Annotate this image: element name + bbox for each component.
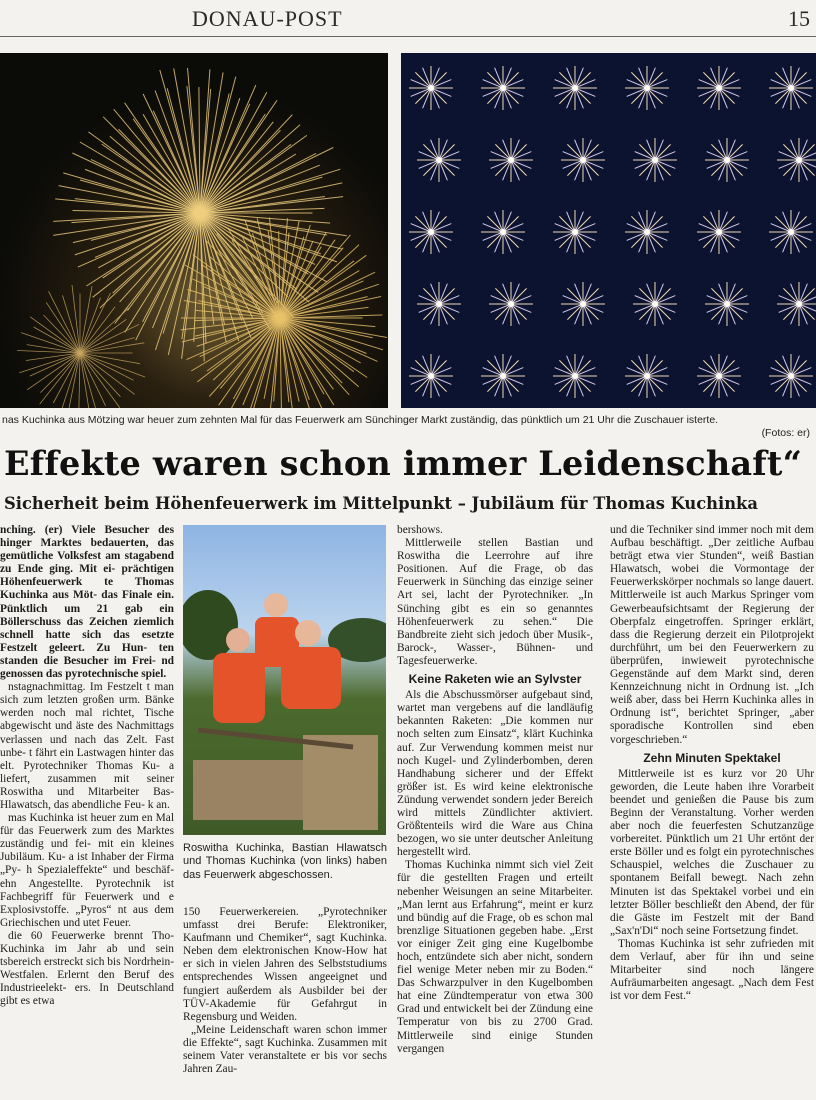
spark-streak — [439, 288, 455, 304]
burst-center — [500, 373, 506, 379]
burst-center — [716, 229, 722, 235]
burst-center — [436, 157, 442, 163]
spark-streak — [431, 376, 447, 392]
spark-streak — [727, 160, 743, 176]
lead-paragraph: nching. (er) Viele Besucher des hinger Marktes bedauerten, das gemütliche Volksfest am stagabend zu Ende ging. Mit ei- prächtigen Höhenfeuerwerk te Thomas Kuchinka aus Möt- das Finale ein. Pünktlich um 21 gab ein Böllerschuss das Zeichen ziemlich schnell hatte sich das esetzte Festzelt geleert. Zu Hun- ten standen die Besucher im Frei- nd genossen das pyrotechnische spiel. — [0, 524, 174, 681]
spark-streak — [200, 77, 236, 213]
body-paragraph: Mittlerweile ist es kurz vor 20 Uhr geworden, die Leute haben ihre Vorarbeit beendet und genießen die Pause bis zum Beginn der Veranstaltung. Vorher werden aber noch die feuerfesten Schutzanzüge vorbereitet. Pünktlich um 21 Uhr ertönt der erste Böller und es folgt ein pyrotechnisches Schauspiel, welches die Zuschauer zu spontanem Beifall bewegt. Nach zehn Minuten ist das Spektakel vorbei und ein letzter Böller beschließt den Abend, der für die Gäste im Festzelt mit der Band „Sax'n'Di“ noch seine Fortsetzung findet. — [610, 767, 814, 937]
spark-streak — [30, 317, 80, 353]
body-paragraph: Mittlerweile stellen Bastian und Roswitha die Leerrohre auf ihre Positionen. Auf die Frage, ob das Feuerwerk in Sünching das einzige seiner Art sei, lacht der Pyrotechniker. „In Sünching gibt es ein so genanntes Höhenfeuerwerk zu sehen.“ Die Bandbreite zieht sich jedoch über Musik-, Barock-, Wasser-, Bühnen- und Tagesfeuerwerke. — [397, 537, 593, 667]
spark-streak — [423, 144, 439, 160]
person-head — [295, 620, 321, 646]
body-paragraph: Thomas Kuchinka ist sehr zufrieden mit dem Verlauf, aber für ihn und seine Mitarbeiter sind noch längere Aufräumarbeiten angesagt. „Nach dem Fest ist vor dem Fest.“ — [610, 937, 814, 1003]
spark-streak — [703, 216, 719, 232]
page-number: 15 — [788, 6, 810, 31]
burst-center — [652, 157, 658, 163]
person-shirt — [281, 647, 341, 709]
person-head — [226, 628, 250, 652]
burst-center — [788, 373, 794, 379]
spark-streak — [799, 144, 815, 160]
spark-streak — [495, 288, 511, 304]
spark-streak — [40, 353, 80, 393]
spark-streak — [583, 160, 599, 176]
spark-streak — [791, 232, 807, 248]
spark-streak — [575, 360, 591, 376]
spark-streak — [69, 353, 80, 408]
spark-streak — [503, 360, 519, 376]
spark-streak — [503, 88, 519, 104]
spark-streak — [719, 376, 735, 392]
spark-streak — [639, 144, 655, 160]
spark-streak — [799, 160, 815, 176]
spark-streak — [431, 232, 447, 248]
spark-streak — [639, 288, 655, 304]
spark-streak — [703, 88, 719, 104]
spark-streak — [583, 304, 599, 320]
spark-streak — [799, 288, 815, 304]
spark-streak — [567, 144, 583, 160]
burst-center — [644, 373, 650, 379]
spark-streak — [567, 288, 583, 304]
spark-streak — [711, 144, 727, 160]
body-paragraph: und die Techniker sind immer noch mit dem Aufbau beschäftigt. „Der zeitliche Aufbau beträgt etwa vier Stunden“, weiß Bastian Hlawatsch, wobei die Vormontage der Feuerwerkskörper nochmals so lange dauert. Mittlerweile ist auch Markus Springer vom Gewerbeaufsichtsamt der Regierung der Oberpfalz eingetroffen. Springer erklärt, dass die Regierung derzeit ein Pilotprojekt durchführt, um bei den Feuerwerkern zu überprüfen, inwieweit pyrotechnische Gegenstände auf dem Markt sind, deren Kennzeichnung nicht in Ordnung ist. „Ich weiß aber, dass bei Herrn Kuchinka alles in Ordnung ist“, berichtet Springer, „aber sporadische Kontrollen sind eben vorgeschrieben.“ — [610, 524, 814, 746]
spark-streak — [40, 353, 80, 404]
spark-streak — [80, 286, 92, 353]
spark-streak — [583, 144, 599, 160]
spark-streak — [415, 72, 431, 88]
burst-center — [724, 157, 730, 163]
spark-streak — [575, 376, 591, 392]
burst-center — [788, 85, 794, 91]
spark-streak — [567, 304, 583, 320]
spark-streak — [783, 144, 799, 160]
spark-streak — [655, 288, 671, 304]
spark-streak — [655, 144, 671, 160]
spark-streak — [487, 232, 503, 248]
spark-streak — [647, 232, 663, 248]
spark-streak — [575, 232, 591, 248]
spark-streak — [703, 376, 719, 392]
spark-streak — [487, 216, 503, 232]
burst-center — [500, 229, 506, 235]
body-paragraph: 150 Feuerwerkereien. „Pyrotechniker umfasst drei Berufe: Elektroniker, Kaufmann und Chemiker“, sagt Kuchinka. Neben dem elektronischen Know-How hat er sich in vielen Jahren des Selbststudiums entsprechendes Wissen angeeignet und fungiert außerdem als Ausbilder bei der TÜV-Akademie für Gefahrgut in Regensburg und Weiden. — [183, 906, 387, 1023]
spark-streak — [775, 360, 791, 376]
spark-streak — [711, 288, 727, 304]
crate — [193, 760, 303, 820]
spark-streak — [511, 288, 527, 304]
spark-streak — [703, 72, 719, 88]
spark-streak — [719, 72, 735, 88]
spark-streak — [719, 360, 735, 376]
burst-center — [572, 229, 578, 235]
spark-streak — [495, 160, 511, 176]
spark-streak — [503, 232, 519, 248]
spark-streak — [511, 160, 527, 176]
firework-photo-right — [401, 53, 816, 408]
spark-streak — [727, 288, 743, 304]
spark-streak — [80, 319, 126, 353]
spark-streak — [775, 72, 791, 88]
spark-streak — [439, 304, 455, 320]
spark-streak — [431, 360, 447, 376]
article-headline: Effekte waren schon immer Leidenschaft“ — [4, 444, 803, 483]
spark-streak — [703, 360, 719, 376]
burst-center — [428, 229, 434, 235]
spark-streak — [631, 360, 647, 376]
photo-credit: (Fotos: er) — [761, 427, 810, 439]
spark-streak — [647, 216, 663, 232]
team-photo — [183, 525, 386, 835]
spark-streak — [655, 160, 671, 176]
spark-streak — [415, 360, 431, 376]
spark-streak — [655, 304, 671, 320]
firework-pattern-graphic — [401, 53, 816, 408]
burst-center — [436, 301, 442, 307]
burst-center — [788, 229, 794, 235]
burst-center — [580, 301, 586, 307]
spark-streak — [711, 160, 727, 176]
spark-streak — [799, 304, 815, 320]
crate — [303, 735, 378, 830]
spark-streak — [575, 88, 591, 104]
body-paragraph: „Meine Leidenschaft waren schon immer die Effekte“, sagt Kuchinka. Zusammen mit seinem Vater veranstaltete er bis vor sechs Jahren Zau- — [183, 1023, 387, 1076]
body-paragraph: Als die Abschussmörser aufgebaut sind, wartet man vergebens auf die landläufig bekannten Raketen: „Die kommen nur noch selten zum Einsatz“, klärt Kuchinka auf. Zur Verwendung kommen meist nur noch Kugel- und Zylinderbomben, deren Handhabung sicherer und der Effekt größer ist. Es wird keine elektronische Zündung verwendet sondern jeder Bereich wird mittels Zündlichter aktiviert. Größtenteils wird die Ware aus China bezogen, wo sie unter deutscher Anleitung hergestellt wird. — [397, 689, 593, 859]
spark-streak — [415, 232, 431, 248]
spark-streak — [727, 144, 743, 160]
article-column-2 — [183, 906, 387, 1100]
spark-streak — [487, 376, 503, 392]
spark-streak — [431, 72, 447, 88]
spark-streak — [719, 216, 735, 232]
firework-photo-left — [0, 53, 388, 408]
spark-streak — [639, 160, 655, 176]
spark-streak — [775, 88, 791, 104]
spark-streak — [125, 213, 200, 332]
spark-streak — [53, 213, 200, 235]
spark-streak — [415, 216, 431, 232]
spark-streak — [775, 376, 791, 392]
spark-streak — [423, 304, 439, 320]
section-heading: Keine Raketen wie an Sylvster — [408, 672, 582, 687]
spark-streak — [80, 307, 115, 353]
spark-streak — [487, 360, 503, 376]
burst-center — [716, 85, 722, 91]
section-heading: Zehn Minuten Spektakel — [643, 750, 781, 765]
spark-streak — [503, 376, 519, 392]
spark-streak — [631, 72, 647, 88]
spark-streak — [503, 216, 519, 232]
spark-streak — [487, 72, 503, 88]
burst-center — [580, 157, 586, 163]
spark-streak — [200, 100, 277, 213]
burst-center — [500, 85, 506, 91]
burst-center — [508, 301, 514, 307]
spark-streak — [280, 318, 349, 395]
spark-streak — [791, 88, 807, 104]
spark-streak — [775, 232, 791, 248]
burst-center — [572, 373, 578, 379]
spark-streak — [703, 232, 719, 248]
body-paragraph: mas Kuchinka ist heuer zum en Mal für das Feuerwerk zum des Marktes zuständig und fei- mit ein kleines Jubiläum. Ku- a ist Inhaber der Firma „Py- h Spezialeffekte“ und beschäf- ehn Angestellte. Pyrotechnik ist Fachbegriff für Feuerwerk und e Explosivstoffe. „Pyros“ nt aus dem Griechischen und utet Feuer. — [0, 812, 174, 929]
spark-streak — [791, 216, 807, 232]
spark-streak — [431, 88, 447, 104]
spark-streak — [423, 160, 439, 176]
burst-center — [644, 229, 650, 235]
spark-streak — [775, 216, 791, 232]
spark-streak — [415, 376, 431, 392]
spark-streak — [80, 353, 135, 394]
spark-streak — [791, 376, 807, 392]
spark-streak — [431, 216, 447, 232]
spark-streak — [80, 293, 111, 353]
spark-streak — [583, 288, 599, 304]
spark-streak — [639, 304, 655, 320]
team-photo-graphic — [183, 525, 386, 835]
spark-streak — [783, 160, 799, 176]
article-column-1 — [0, 524, 174, 1100]
spark-streak — [80, 353, 120, 408]
spark-streak — [631, 216, 647, 232]
spark-streak — [559, 216, 575, 232]
spark-streak — [80, 353, 134, 380]
spark-streak — [631, 232, 647, 248]
spark-streak — [280, 318, 378, 361]
body-paragraph: bershows. — [397, 524, 443, 536]
article-subheadline: Sicherheit beim Höhenfeuerwerk im Mittelpunkt – Jubiläum für Thomas Kuchinka — [4, 494, 758, 513]
spark-streak — [80, 353, 140, 364]
spark-streak — [423, 288, 439, 304]
spark-streak — [27, 353, 80, 390]
newspaper-name: DONAU-POST — [192, 6, 343, 31]
spark-streak — [647, 88, 663, 104]
tree-shape — [183, 590, 238, 660]
team-photo-caption: Roswitha Kuchinka, Bastian Hlawatsch und Thomas Kuchinka (von links) haben das Feuerwerk abgeschossen. — [183, 842, 387, 881]
spark-streak — [487, 88, 503, 104]
spark-streak — [559, 88, 575, 104]
burst-center — [652, 301, 658, 307]
article-column-3 — [397, 524, 593, 1100]
spark-streak — [439, 144, 455, 160]
spark-streak — [199, 87, 200, 213]
spark-streak — [559, 232, 575, 248]
spark-streak — [575, 72, 591, 88]
spark-streak — [511, 144, 527, 160]
photo-caption — [2, 414, 812, 439]
burst-center — [508, 157, 514, 163]
person-shirt — [213, 653, 265, 723]
burst-center — [428, 85, 434, 91]
spark-streak — [647, 72, 663, 88]
spark-streak — [511, 304, 527, 320]
burst-center — [796, 301, 802, 307]
spark-streak — [647, 360, 663, 376]
spark-streak — [503, 72, 519, 88]
spark-streak — [791, 72, 807, 88]
spark-streak — [783, 304, 799, 320]
spark-streak — [783, 288, 799, 304]
spark-streak — [791, 360, 807, 376]
spark-streak — [631, 88, 647, 104]
header-rule — [0, 36, 816, 37]
spark-streak — [719, 232, 735, 248]
spark-streak — [567, 160, 583, 176]
spark-streak — [439, 160, 455, 176]
spark-streak — [575, 216, 591, 232]
spark-streak — [711, 304, 727, 320]
burst-center — [428, 373, 434, 379]
burst-center — [796, 157, 802, 163]
burst-center — [572, 85, 578, 91]
firework-burst-graphic — [0, 53, 388, 408]
spark-streak — [559, 72, 575, 88]
burst-center — [644, 85, 650, 91]
spark-streak — [86, 213, 200, 286]
spark-streak — [719, 88, 735, 104]
body-paragraph: Thomas Kuchinka nimmt sich viel Zeit für die gestellten Fragen und erteilt nebenher Weisungen an seine Mitarbeiter. „Man lernt aus Erfahrung“, meint er kurz und bündig auf die Frage, ob es schon mal brenzlige Situationen gegeben habe. „Erst vor einiger Zeit ging eine Kugelbombe hoch, entzündete sich aber nicht, sondern fiel wenige Meter neben mir zu Boden.“ Das Schwarzpulver in den Kugelbomben hat eine Zündtemperatur von etwa 300 Grad und entwickelt bei der Zündung eine Temperatur von bis zu 2700 Grad. Mittlerweile sind einige Stunden vergangen — [397, 859, 593, 1055]
spark-streak — [495, 304, 511, 320]
spark-streak — [631, 376, 647, 392]
burst-center — [724, 301, 730, 307]
body-paragraph: die 60 Feuerwerke brennt Tho- Kuchinka im Jahr ab und sein tsbereich erstreckt sich bis Nordrhein-Westfalen. Erlernt den Beruf des Industrieelekt- ers. In Deutschland gibt es etwa — [0, 929, 174, 1008]
spark-streak — [495, 144, 511, 160]
spark-streak — [559, 376, 575, 392]
masthead — [0, 0, 816, 40]
spark-streak — [647, 376, 663, 392]
spark-streak — [559, 360, 575, 376]
article-column-4 — [610, 524, 814, 1100]
body-paragraph: nstagnachmittag. Im Festzelt t man sich zum letzten großen urm. Bänke werden noch mal richtet, Tische abgewischt und äste des Nachmittags verlassen und nach das Zelt. Fast unbe- t fährt ein Lastwagen hinter das elt. Pyrotechniker Thomas Ku- a liefert, zusammen mit seiner Roswitha und Mitarbeiter Bas- Hlawatsch, das abendliche Feu- k an. — [0, 681, 174, 811]
spark-streak — [79, 353, 80, 408]
spark-streak — [727, 304, 743, 320]
spark-streak — [415, 88, 431, 104]
spark-streak — [88, 132, 200, 213]
person-head — [264, 593, 288, 617]
photo-caption-text: nas Kuchinka aus Mötzing war heuer zum zehnten Mal für das Feuerwerk am Sünchinger Markt zuständig, das pünktlich um 21 Uhr die Zuschauer isterte. — [2, 414, 719, 426]
burst-center — [716, 373, 722, 379]
